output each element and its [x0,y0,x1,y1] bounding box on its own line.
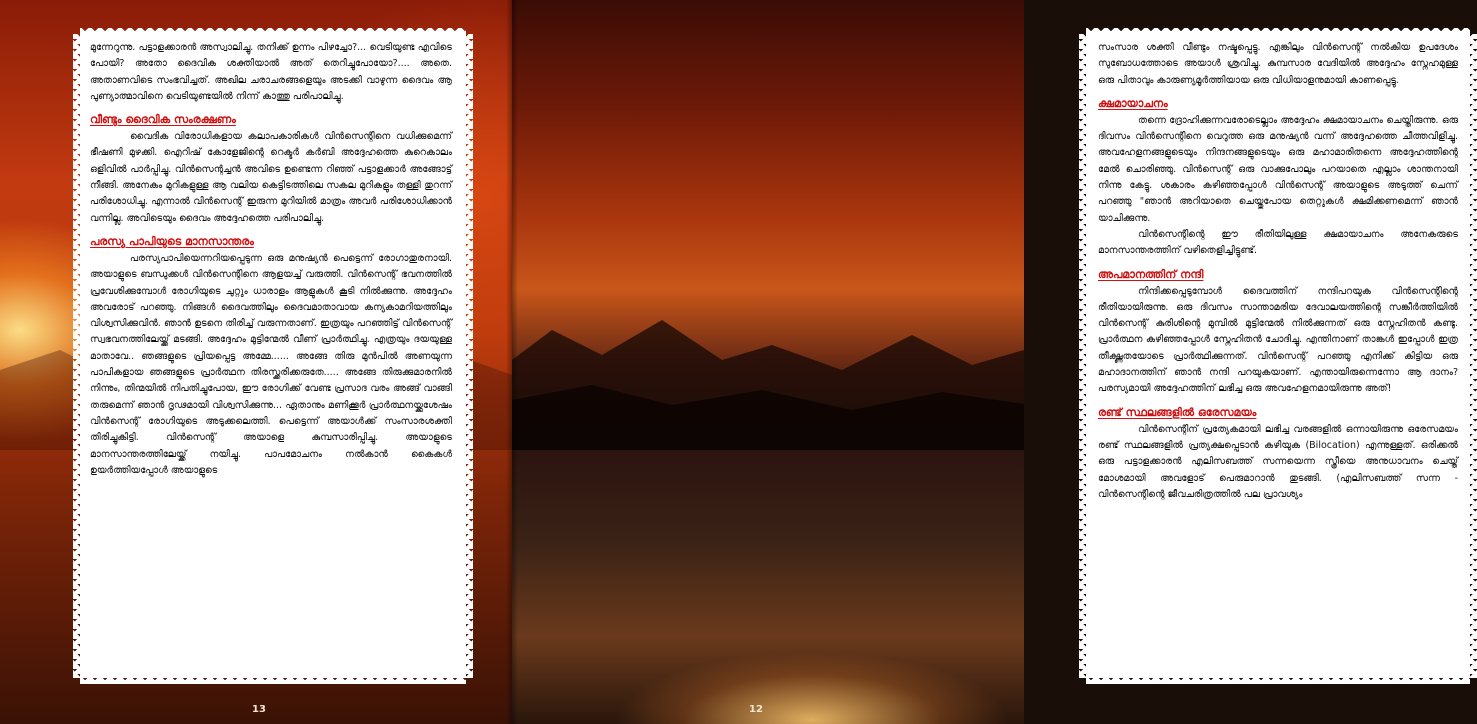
spine-gutter [506,0,518,724]
left-page [0,0,512,724]
heading-sinner-conversion: പരസ്യ പാപിയുടെ മാനസാന്തരം [90,234,254,248]
mountain-silhouette [512,300,1024,450]
heading-bilocation: രണ്ട് സ്ഥലങ്ങളിൽ ഒരേസമയം [1098,405,1257,419]
forgiveness-paragraph-2: വിൻസെന്റിന്റെ ഈ രീതിയിലുള്ള ക്ഷമായാചനം അനേകരുടെ മാനസാന്തരത്തിന് വഴിതെളിച്ചിട്ടുണ്ട്. [1098,228,1458,257]
bilocation-paragraph: വിൻസെന്റിന് പ്രത്യേകമായി ലഭിച്ച വരങ്ങളിൽ ഒന്നായിരുന്നു ഒരേസമയം രണ്ട് സ്ഥലങ്ങളിൽ പ്രത്യക്ഷപ്പെടാൻ കഴിയുക (Bilocation) എന്നുള്ളത്. ഒരിക്കൽ ഒരു പട്ടാളക്കാരൻ എലിസബത്ത് സന്നയെന്ന സ്ത്രീയെ അനുധാവനം ചെയ്ത് മോശമായി അവളോട് പെരുമാറാൻ തുടങ്ങി. (എലിസബത്ത് സന്ന - വിൻസെന്റിന്റെ ജീവചരിത്രത്തിൽ പല പ്രാവശ്യം [1098,423,1458,500]
thanks-for-insult-paragraph: നിന്ദിക്കപ്പെടുമ്പോൾ ദൈവത്തിന് നന്ദിപറയുക വിൻസെന്റിന്റെ രീതിയായിരുന്നു. ഒരു ദിവസം സാന്താമരിയ ദേവാലയത്തിന്റെ സങ്കീർത്തിയിൽ വിൻസെന്റ് കുരിശിന്റെ മുമ്പിൽ മുട്ടിന്മേൽ നിൽക്കുന്നത് ഒരു സ്നേഹിതൻ കണ്ടു. പ്രാർത്ഥന കഴിഞ്ഞപ്പോൾ സ്നേഹിതൻ ചോദിച്ചു. എന്തിനാണ് താങ്കൾ ഇപ്പോൾ ഇത്ര തീക്ഷ്ണതയോടെ പ്രാർത്ഥിക്കുന്നത്. വിൻസെന്റ് പറഞ്ഞു എനിക്ക് കിട്ടിയ ഒരു മഹാദാനത്തിന് ഞാൻ നന്ദി പറയുകയാണ്. എന്തായിരുന്നെന്നോ ആ ദാനം? പരസ്യമായി അദ്ദേഹത്തിന് ലഭിച്ച ഒരു അവഹേളനമായിരുന്നു അത്! [1098,285,1458,395]
divine-protection-paragraph: വൈദിക വിരോധികളായ കലാപകാരികൾ വിൻസെന്റിനെ വധിക്കുമെന്ന് ഭീഷണി മുഴക്കി. ഐറിഷ് കോളേജിന്റെ റെക്ടർ കർബി അദ്ദേഹത്തെ കുറെകാലം ഒളിവിൽ പാർപ്പിച്ചു. വിൻസെന്റച്ചൻ അവിടെ ഉണ്ടെന്ന റിഞ്ഞ് പട്ടാളക്കാർ അങ്ങോട്ട് നീങ്ങി. അനേകം മുറികളുള്ള ആ വലിയ കെട്ടിടത്തിലെ സകല മുറികളും തള്ളി തുറന്ന് പരിശോധിച്ചു. എന്നാൽ വിൻസെന്റ് ഇരുന്ന മുറിയിൽ മാത്രം അവർ പരിശോധിക്കാൻ വന്നില്ല. അവിടെയും ദൈവം അദ്ദേഹത്തെ പരിപാലിച്ചു. [90,131,452,224]
heading-thanks-for-insult: അപമാനത്തിന് നന്ദി [1098,267,1204,281]
heading-forgiveness: ക്ഷമായാചനം [1098,96,1168,110]
right-page [512,0,1458,724]
sinner-conversion-paragraph: പരസ്യപാപിയെന്നറിയപ്പെടുന്ന ഒരു മനുഷ്യൻ പെട്ടെന്ന് രോഗാതുരനായി. അയാളുടെ ബന്ധുക്കൾ വിൻസെന്റിനെ ആളയച്ച് വരുത്തി. വിൻസെന്റ് ഭവനത്തിൽ പ്രവേശിക്കുമ്പോൾ രോഗിയുടെ ചുറ്റും ധാരാളം ആളുകൾ കൂടി നിൽക്കുന്നു. അദ്ദേഹം അവരോട് പറഞ്ഞു. നിങ്ങൾ ദൈവത്തിലും ദൈവമാതാവായ കന്യകാമറിയത്തിലും വിശ്വസിക്കുവിൻ. ഞാൻ ഉടനെ തിരിച്ച് വരുന്നതാണ്. ഇത്രയും പറഞ്ഞിട്ട് വിൻസെന്റ് സ്വഭവനത്തിലേയ്ക്ക് മടങ്ങി. അദ്ദേഹം മുട്ടിന്മേൽ വീണ് പ്രാർത്ഥിച്ചു. എത്രയും ദയയുള്ള മാതാവേ.. ഞങ്ങളുടെ പ്രിയപ്പെട്ട അമ്മേ...... അങ്ങേ തിരു മുൻപിൽ അണയുന്ന പാപികളായ ഞങ്ങളുടെ പ്രാർത്ഥന തിരസ്ക്കരിക്കരുതേ..... അങ്ങേ തിരുക്കുമാരനിൽ നിന്നും, തിന്മയിൽ നിപതിച്ചുപോയ, ഈ രോഗിക്ക് വേണ്ട പ്രസാദ വരം അങ്ങ് വാങ്ങി തരുമെന്ന് ഞാൻ ദൃഢമായി വിശ്വസിക്കുന്നു... ഏതാനും മണിക്കൂർ പ്രാർത്ഥനയ്ക്കുശേഷം വിൻസെന്റ് രോഗിയുടെ അടുക്കലെത്തി. പെട്ടെന്ന് അയാൾക്ക് സംസാരശക്തി തിരിച്ചുകിട്ടി. വിൻസെന്റ് അയാളെ കുമ്പസാരിപ്പിച്ചു. അയാളുടെ മാനസാന്തരത്തിലേയ്ക്ക് നയിച്ചു. പാപമോചനം നൽകാൻ കൈകൾ ഉയർത്തിയപ്പോൾ അയാളുടെ [90,252,452,476]
left-text-panel [80,34,466,678]
right-text-panel [1086,34,1470,678]
heading-divine-protection: വീണ്ടും ദൈവിക സംരക്ഷണം [90,113,236,127]
forgiveness-paragraph-1: തന്നെ ദ്രോഹിക്കുന്നവരോടെല്ലാം അദ്ദേഹം ക്ഷമായാചനം ചെയ്തിരുന്നു. ഒരു ദിവസം വിൻസെന്റിനെ വെറുത്ത ഒരു മനുഷ്യൻ വന്ന് അദ്ദേഹത്തെ ചീത്തവിളിച്ചു. അവഹേളനങ്ങളുടെയും നിന്ദനങ്ങളുടെയും ഒരു മഹാമാരിതന്നെ അദ്ദേഹത്തിന്റെ മേൽ ചൊരിഞ്ഞു. വിൻസെന്റ് ഒരു വാക്കുപോലും പറയാതെ എല്ലാം ശാന്തനായി നിന്നു കേട്ടു. ശകാരം കഴിഞ്ഞപ്പോൾ വിൻസെന്റ് അയാളുടെ അടുത്ത് ചെന്ന് പറഞ്ഞു "ഞാൻ അറിയാതെ ചെയ്തുപോയ തെറ്റുകൾ ക്ഷമിക്കണമെന്ന് ഞാൻ യാചിക്കുന്നു. [1098,114,1458,224]
page-number-right: 12 [749,704,763,715]
page-number-left: 13 [252,704,266,715]
left-intro-paragraph: മുന്നേറുന്നു. പട്ടാളക്കാരൻ അസ്വാലിച്ചു. തനിക്ക് ഉന്നം പിഴച്ചോ?... വെടിയുണ്ട എവിടെ പോയി? അതോ ദൈവിക ശക്തിയാൽ അത് തെറിച്ചുപോയോ?.... അതെ. അതാണവിടെ സംഭവിച്ചത്. അഖില ചരാചരങ്ങളെയും അടക്കി വാഴുന്ന ദൈവം ആ പുണ്യാത്മാവിനെ വെടിയുണ്ടയിൽ നിന്ന് കാത്തു പരിപാലിച്ചു. [90,42,452,102]
right-intro-paragraph: സംസാര ശക്തി വീണ്ടും നഷ്ടപ്പെട്ടു. എങ്കിലും വിൻസെന്റ് നൽകിയ ഉപദേശം സുബോധത്തോടെ അയാൾ ശ്രവിച്ചു. കുമ്പസാര വേദിയിൽ അദ്ദേഹം സ്നേഹമുള്ള ഒരു പിതാവും കാരുണ്യമൂർത്തിയായ ഒരു വിധിയാളനുമായി കാണപ്പെട്ടു. [1098,42,1458,86]
